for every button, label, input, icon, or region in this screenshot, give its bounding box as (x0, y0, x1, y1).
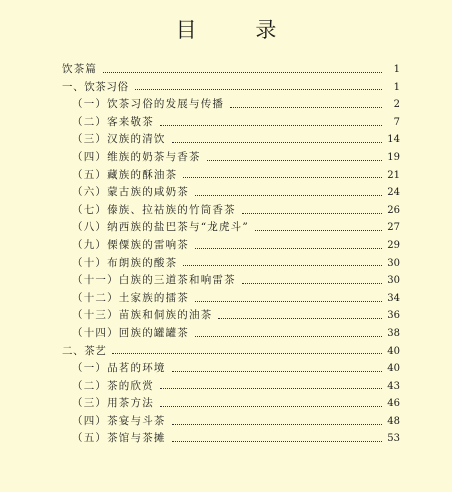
toc-entry-page-number: 1 (393, 81, 400, 93)
toc-entry-page-number: 27 (387, 222, 400, 234)
dot-leader (160, 405, 382, 407)
toc-entry (62, 219, 400, 237)
toc-entry-label: （九）傈僳族的雷响茶 (72, 238, 189, 251)
dot-leader (103, 71, 382, 73)
toc-entry (62, 149, 400, 167)
toc-entry (62, 202, 400, 220)
dot-leader (195, 300, 382, 302)
toc-entry-label: （八）纳西族的盐巴茶与“龙虎斗” (72, 221, 249, 234)
toc-entry (62, 167, 400, 185)
toc-entry-label: （三）用茶方法 (72, 397, 154, 410)
toc-entry-page-number: 26 (387, 204, 400, 216)
toc-entry-page-number: 21 (387, 169, 400, 181)
toc-entry-label: （十四）回族的罐罐茶 (72, 326, 189, 339)
toc-entry-label: （六）蒙古族的咸奶茶 (72, 186, 189, 199)
toc-entry (62, 79, 400, 97)
toc-entry-page-number: 30 (387, 257, 400, 269)
toc-entry (62, 378, 400, 396)
dot-leader (242, 282, 382, 284)
dot-leader (242, 212, 382, 214)
dot-leader (195, 335, 382, 337)
toc-entry-label: 二、茶艺 (62, 344, 107, 357)
toc-entry-page-number: 29 (387, 239, 400, 251)
toc-entry-page-number: 40 (387, 363, 400, 375)
dot-leader (218, 317, 382, 319)
toc-entry (62, 325, 400, 343)
toc-entry-page-number: 24 (387, 187, 400, 199)
toc-entry-page-number: 14 (387, 134, 400, 146)
toc-entry-label: （十）布朗族的酸茶 (72, 256, 178, 269)
toc-entry-page-number: 30 (387, 275, 400, 287)
toc-entry (62, 184, 400, 202)
dot-leader (172, 370, 382, 372)
toc-entry (62, 96, 400, 114)
dot-leader (207, 159, 382, 161)
toc-entry-page-number: 36 (387, 310, 400, 322)
toc-entry-page-number: 53 (387, 433, 400, 445)
toc-entry (62, 360, 400, 378)
toc-entry-label: （五）茶馆与茶摊 (72, 432, 166, 445)
toc-entry-label: （一）品茗的环境 (72, 362, 166, 375)
dot-leader (172, 423, 382, 425)
toc-entry-page-number: 19 (387, 151, 400, 163)
toc-entry-page-number: 7 (393, 116, 400, 128)
dot-leader (230, 106, 382, 108)
dot-leader (255, 229, 382, 231)
toc-entry (62, 237, 400, 255)
dot-leader (172, 440, 382, 442)
toc-entry-page-number: 38 (387, 327, 400, 339)
page-title: 目 录 (175, 18, 303, 42)
toc-entry-label: （一）饮茶习俗的发展与传播 (72, 98, 225, 111)
toc-entry-page-number: 34 (387, 292, 400, 304)
toc-entry-page-number: 48 (387, 415, 400, 427)
toc-entry-label: （七）傣族、拉祜族的竹筒香茶 (72, 203, 236, 216)
toc-entry-label: （三）汉族的清饮 (72, 133, 166, 146)
toc-entry-label: （二）茶的欣赏 (72, 379, 154, 392)
dot-leader (160, 124, 382, 126)
toc-entry (62, 343, 400, 361)
toc-entry-label: （五）藏族的酥油茶 (72, 168, 178, 181)
toc-entry (62, 430, 400, 448)
toc-entry (62, 114, 400, 132)
dot-leader (183, 176, 382, 178)
toc-list (62, 61, 400, 448)
toc-entry (62, 255, 400, 273)
toc-entry-label: （十二）土家族的擂茶 (72, 291, 189, 304)
toc-entry-page-number: 1 (393, 64, 400, 75)
toc-entry-page-number: 43 (387, 380, 400, 392)
dot-leader (195, 194, 382, 196)
toc-entry (62, 290, 400, 308)
dot-leader (160, 387, 382, 389)
toc-entry-label: （四）维族的奶茶与香茶 (72, 150, 201, 163)
toc-entry-page-number: 2 (393, 99, 400, 111)
dot-leader (195, 247, 382, 249)
toc-entry (62, 61, 400, 79)
toc-entry (62, 307, 400, 325)
toc-entry-label: （十一）白族的三道茶和响雷茶 (72, 274, 236, 287)
toc-entry-label: 饮茶篇 (62, 63, 98, 75)
toc-entry-page-number: 46 (387, 398, 400, 410)
toc-entry-label: （四）茶宴与斗茶 (72, 414, 166, 427)
dot-leader (112, 352, 382, 354)
toc-entry (62, 272, 400, 290)
toc-entry (62, 413, 400, 431)
dot-leader (135, 88, 382, 90)
dot-leader (172, 141, 382, 143)
dot-leader (183, 264, 382, 266)
toc-entry (62, 131, 400, 149)
toc-entry-page-number: 40 (387, 345, 400, 357)
toc-entry (62, 395, 400, 413)
toc-entry-label: （十三）苗族和侗族的油茶 (72, 309, 213, 322)
toc-entry-label: （二）客来敬茶 (72, 115, 154, 128)
toc-entry-label: 一、饮茶习俗 (62, 80, 129, 93)
